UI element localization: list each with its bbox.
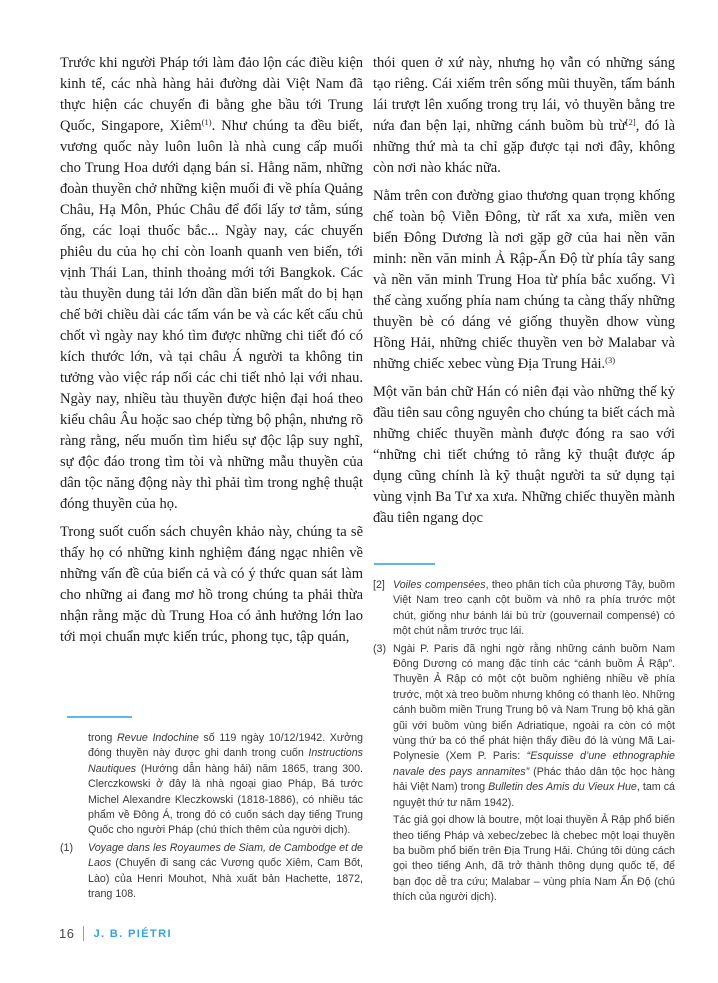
footnote bbox=[60, 841, 363, 903]
footer-divider bbox=[83, 926, 84, 941]
text-run: Voiles compensées bbox=[393, 579, 486, 591]
page-number: 16 bbox=[59, 926, 75, 941]
footnote-rule bbox=[67, 716, 132, 718]
footnote-marker bbox=[60, 731, 88, 839]
text-run: Voyage dans les Royaumes de Siam, de Cambodge et de Laos bbox=[88, 841, 363, 870]
right-column bbox=[373, 53, 675, 529]
paragraph bbox=[60, 522, 363, 648]
left-footnotes bbox=[60, 716, 363, 902]
text-run: Nằm trên con đường giao thương quan trọng khống chế toàn bộ Viễn Đông, từ rất xa xưa, miền ven biển Đông Dương là nơi gặp gỡ của hai nền văn minh: nền văn minh Ả Rập-Ấn Độ từ phía tây sang và nền văn minh Trung Hoa từ phía bắc xuống. Vì thế càng xuống phía nam chúng ta càng thấy những thuyền bè có dáng vẻ giống thuyền dhow vùng Hồng Hải, những chiếc thuyền ven bờ Malabar và những chiếc xebec vùng Địa Trung Hải. bbox=[373, 188, 675, 372]
right-footnotes bbox=[373, 563, 675, 906]
text-run: (Phác thảo dân tộc học hàng hải Việt Nam) trong bbox=[393, 765, 675, 794]
text-run: , đó là những thứ mà ta chỉ gặp được tại nơi đây, không còn nơi nào khác nữa. bbox=[373, 118, 676, 176]
footnote-text bbox=[88, 731, 363, 839]
text-run: Trong suốt cuốn sách chuyên khảo này, chúng ta sẽ thấy họ có những kinh nghiệm đáng ngạc nhiên về những vấn đề của biển cả và có ý thức quan sát làm cho những ai đang mơ hồ trong chúng ta phải thừa nhận rằng mặc dù Trung Hoa có ảnh hưởng lớn lao tới mọi chuẩn mực kiến trúc, phong tục, tập quán, bbox=[60, 524, 363, 645]
text-run: , theo phân tích của phương Tây, buồm Việt Nam treo cạnh cột buồm và nhô ra phía trước một chút, giống như bánh lái bù trừ (gouvernail compensé) có một chút nằm trước trục lái. bbox=[393, 579, 675, 638]
footnote-marker: [2] bbox=[373, 579, 385, 591]
text-run: “Esquisse d’une ethnographie navale des pays annamites” bbox=[393, 750, 675, 778]
text-run: (Hướng dẫn hàng hải) năm 1865, trang 300. Clerczkowski ở đây là nhà ngoại giao Pháp, Bá tước Michel Alexandre Kleczkowski (1818-1886), có nhiều tác phẩm về Đông Á, trong đó có cuốn sách dạy tiếng Trung Quốc cho người Pháp (chú thích thêm của người dịch). bbox=[88, 762, 363, 837]
text-run: trong bbox=[88, 732, 117, 744]
text-run: Ngài P. Paris đã nghi ngờ rằng những cánh buồm Nam Đông Dương có mang đặc tính các “cánh buồm Ả Rập”. Thuyền Ả Rập có một cột buồm nghiêng nhiều về phía trước, một xà treo buồm nhưng không có thanh lèo. Những cánh buồm miền Trung Trung bộ và Nam Trung bộ khá gần gũi với buồm vùng biển Adriatique, ngoài ra còn có một vùng thứ ba có thể phát hiện thấy điều đó là vùng Mã Lai-Polynesie (Xem P. Paris: bbox=[393, 642, 675, 763]
text-run: Trước khi người Pháp tới làm đảo lộn các điều kiện kinh tế, các nhà hàng hải đường dài Việt Nam đã thực hiện các chuyến đi bằng ghe bầu tới Trung Quốc, Singapore, Xiêm bbox=[60, 55, 363, 134]
footnote-rule bbox=[374, 563, 435, 565]
footnote bbox=[373, 813, 675, 905]
text-run: (3) bbox=[605, 355, 616, 365]
footnote-text bbox=[393, 578, 675, 640]
text-run: (1) bbox=[201, 117, 212, 127]
author-name: J. B. PIÉTRI bbox=[93, 927, 172, 940]
text-run: Một văn bản chữ Hán có niên đại vào những thế kỷ đầu tiên sau công nguyên cho chúng ta biết cách mà những chiếc thuyền mành được đóng ra sao với “những chi tiết chứng tỏ rằng kỹ thuật được áp dụng cũng chính là kỹ thuật người ta sử dụng tại vùng vịnh Ba Tư xa xưa. Những chiếc thuyền mành đầu tiên ngang dọc bbox=[373, 384, 675, 526]
text-run: [2] bbox=[625, 117, 636, 127]
text-run: Revue Indochine bbox=[116, 732, 199, 744]
text-run: số 119 ngày 10/12/1942. Xưởng đóng thuyền này được ghi danh trong cuốn bbox=[88, 732, 363, 760]
text-run: Bulletin des Amis du Vieux Hue bbox=[488, 781, 637, 794]
footnote-text bbox=[88, 841, 363, 903]
text-run: Tác giả gọi dhow là boutre, một loại thuyền Ả Rập phổ biến theo tiếng Pháp và xebec/zebec là chebec một loại thuyền ba buồm phổ biến trên Địa Trung Hải. Chúng tôi dùng cách gọi theo tiếng Anh, đã trở thành thông dụng quốc tế, để bạn đọc dễ tra cứu; Malabar – vùng phía Nam Ấn Độ (chú thích của người dịch). bbox=[393, 814, 675, 904]
paragraph bbox=[373, 53, 675, 179]
text-run: Instructions Nautiques bbox=[88, 747, 363, 775]
footnote-marker bbox=[373, 813, 393, 905]
footnote bbox=[60, 731, 363, 839]
footnote-text bbox=[393, 813, 675, 905]
paragraph bbox=[60, 53, 363, 515]
footnote bbox=[373, 578, 675, 640]
footnote bbox=[373, 642, 675, 811]
paragraph bbox=[373, 382, 675, 529]
footnote-marker: (3) bbox=[373, 642, 387, 655]
page-footer bbox=[59, 926, 172, 941]
footnote-marker: (1) bbox=[60, 841, 74, 854]
text-run: thói quen ở xứ này, nhưng họ vẫn có những sáng tạo riêng. Cái xiếm trên sống mũi thuyền, tấm bánh lái trượt lên xuống trong trụ lái, vỏ thuyền bằng tre nứa đan bện lại, những cánh buồm bù trừ bbox=[373, 55, 675, 134]
text-run: . Như chúng ta đều biết, vương quốc này luôn luôn là nhà cung cấp muối cho Trung Hoa dưới dạng bán sỉ. Hằng năm, những đoàn thuyền chở những kiện muối đi về phía Quảng Châu, Hạ Môn, Phúc Châu để đổi lấy tơ tằm, súng ống, các loại thuốc bắc... Ngày nay, các chuyến phiêu du của họ chỉ còn loanh quanh ven biển, tới vịnh Thái Lan, thỉnh thoảng mới tới Bangkok. Các tàu thuyền dung tải lớn dần dần biến mất do bị hạn chế bởi chiều dài các tấm ván be và các kết cấu chủ chốt vì ngày nay khó tìm được những chi tiết đó có kích thước lớn, và tại châu Á người ta không tin tưởng vào việc ráp nối các chi tiết nhỏ lại với nhau. Ngày nay, nhiều tàu thuyền được hiện đại hoá theo kiểu châu Âu hoặc sao chép từng bộ phận, nhưng rõ ràng rằng, nếu muốn tìm hiểu sự độc lập suy nghĩ, sự độc đáo trong tìm tòi và những mẫu thuyền của dân tộc năng động này thì phải tìm trong nghệ thuật đóng thuyền của họ. bbox=[60, 118, 363, 512]
text-run: (Chuyến đi sang các Vương quốc Xiêm, Cam Bốt, Lào) của Henri Mouhot, Nhà xuất bản Hachette, 1872, trang 108. bbox=[88, 857, 363, 901]
footnote-text bbox=[393, 642, 675, 811]
left-column bbox=[60, 53, 363, 648]
text-run: , tam cá nguyệt thứ tư năm 1942). bbox=[393, 781, 675, 809]
paragraph bbox=[373, 186, 675, 375]
